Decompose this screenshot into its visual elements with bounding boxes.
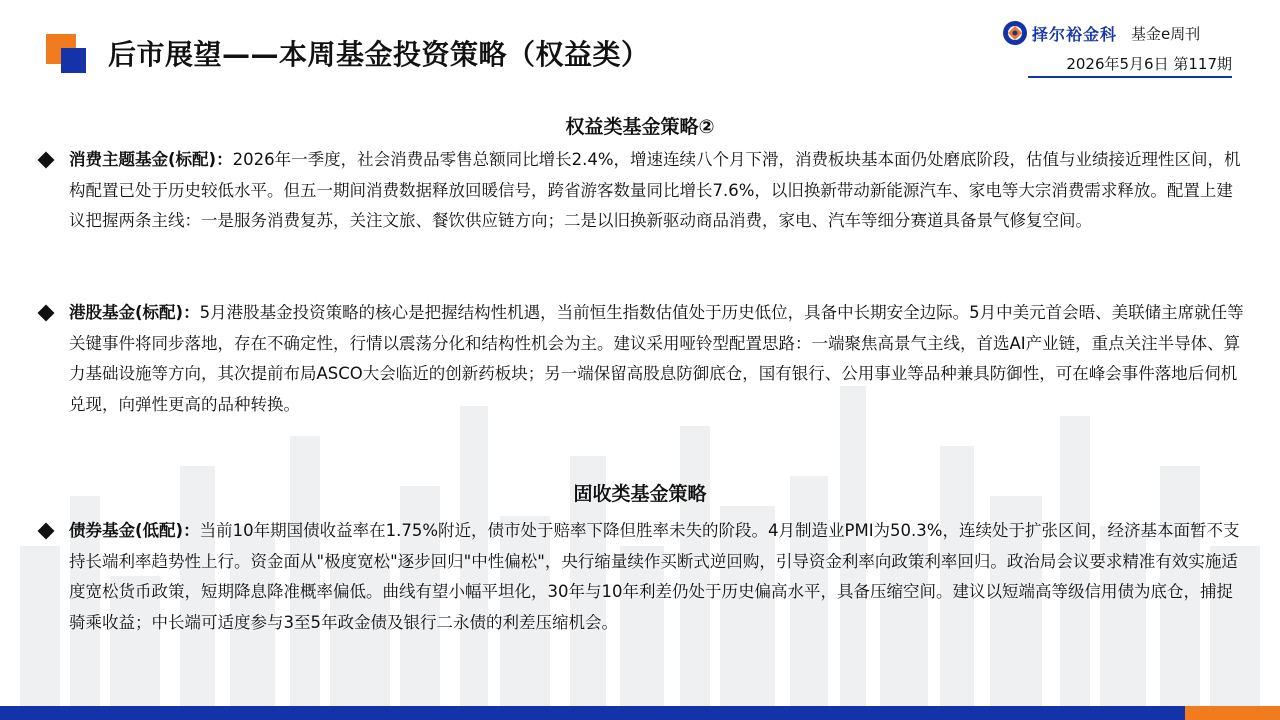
strategy-item-consumer — [40, 145, 1245, 237]
diamond-bullet-icon — [38, 523, 55, 540]
header-divider — [1028, 76, 1232, 78]
brand-logo — [1002, 20, 1200, 46]
diamond-bullet-icon — [38, 305, 55, 322]
section-heading-equity: 权益类基金策略② — [565, 116, 715, 138]
item-text: 5月港股基金投资策略的核心是把握结构性机遇，当前恒生指数估值处于历史低位，具备中长期安全边际。5月中美元首会晤、美联储主席就任等关键事件将同步落地，存在不确定性，行情以震荡分化和结构性机会为主。建议采用哑铃型配置思路：一端聚焦高景气主线，首选AI产业链，重点关注半导体、算力基础设施等方向，其次提前布局ASCO大会临近的创新药板块；另一端保留高股息防御底仓，国有银行、公用事业等品种兼具防御性，可在峰会事件落地后伺机兑现，向弹性更高的品种转换。 — [69, 303, 1244, 414]
strategy-item-bond — [40, 516, 1245, 638]
strategy-item-hk — [40, 298, 1245, 420]
page-title: 后市展望——本周基金投资策略（权益类） — [108, 38, 650, 71]
issue-date: 2026年5月6日 第117期 — [1066, 55, 1232, 73]
item-lead: 消费主题基金(标配)： — [69, 150, 233, 169]
footer-accent — [1185, 706, 1280, 720]
item-lead: 债券基金(低配)： — [69, 521, 200, 540]
logo-emblem-icon — [1002, 20, 1028, 46]
item-lead: 港股基金(标配)： — [69, 303, 200, 322]
header-blue-square — [61, 48, 86, 73]
logo-text: 择尔裕金科 — [1032, 24, 1118, 44]
diamond-bullet-icon — [38, 152, 55, 169]
section-heading-fixed-income: 固收类基金策略 — [573, 483, 707, 505]
item-text: 2026年一季度，社会消费品零售总额同比增长2.4%，增速连续八个月下滑，消费板块基本面仍处磨底阶段，估值与业绩接近理性区间，机构配置已处于历史较低水平。但五一期间消费数据释放回暖信号，跨省游客数量同比增长7.6%，以旧换新带动新能源汽车、家电等大宗消费需求释放。配置上建议把握两条主线：一是服务消费复苏，关注文旅、餐饮供应链方向；二是以旧换新驱动商品消费，家电、汽车等细分赛道具备景气修复空间。 — [69, 150, 1241, 230]
publication-name: 基金e周刊 — [1131, 24, 1201, 43]
item-text: 当前10年期国债收益率在1.75%附近，债市处于赔率下降但胜率未失的阶段。4月制造业PMI为50.3%，连续处于扩张区间，经济基本面暂不支持长端利率趋势性上行。资金面从"极度宽松"逐步回归"中性偏松"，央行缩量续作买断式逆回购，引导资金利率向政策利率回归。政治局会议要求精准有效实施适度宽松货币政策，短期降息降准概率偏低。曲线有望小幅平坦化，30年与10年利差仍处于历史偏高水平，具备压缩空间。建议以短端高等级信用债为底仓，捕捉骑乘收益；中长端可适度参与3至5年政金债及银行二永债的利差压缩机会。 — [69, 521, 1240, 632]
footer-bar — [0, 706, 1280, 720]
